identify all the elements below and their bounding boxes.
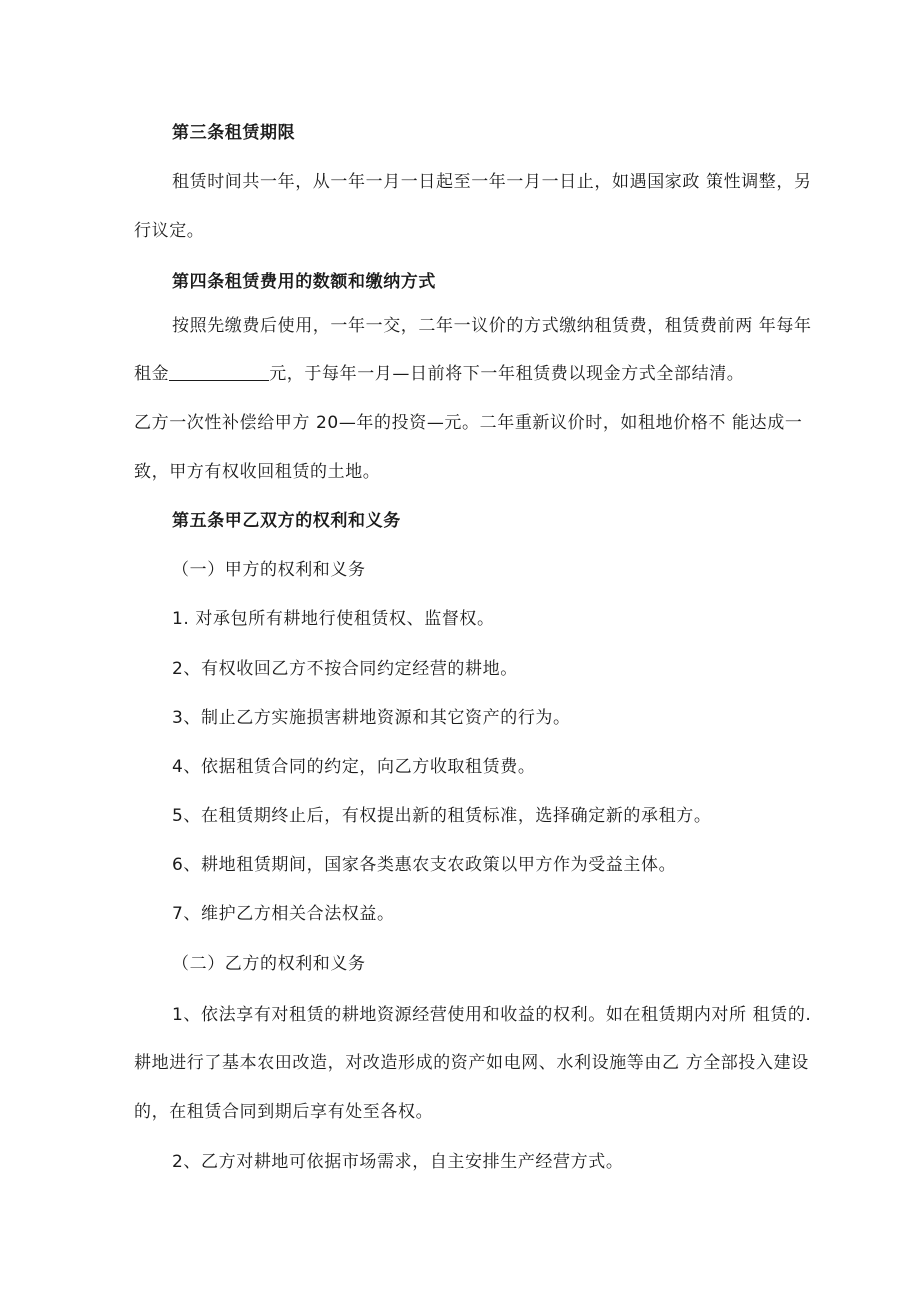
rent-amount-blank[interactable] <box>169 364 269 381</box>
party-a-item-6: 6、耕地租赁期间，国家各类惠农支农政策以甲方作为受益主体。 <box>172 855 677 875</box>
party-b-item-1-line-3: 的，在租赁合同到期后享有处至各权。 <box>134 1102 434 1122</box>
party-a-item-2: 2、有权收回乙方不按合同约定经营的耕地。 <box>172 659 518 679</box>
party-b-item-1-line-1: 1、依法享有对租赁的耕地资源经营使用和收益的权利。如在租赁期内对所 租赁的. <box>172 1005 812 1025</box>
party-a-item-1: 1. 对承包所有耕地行使租赁权、监督权。 <box>172 609 495 629</box>
party-a-item-5: 5、在租赁期终止后，有权提出新的租赁标准，选择确定新的承租方。 <box>172 806 712 826</box>
rent-terms: 元，于每年一月—日前将下一年租赁费以现金方式全部结清。 <box>269 364 745 384</box>
party-a-item-3: 3、制止乙方实施损害耕地资源和其它资产的行为。 <box>172 708 571 728</box>
article-3-heading: 第三条租赁期限 <box>172 123 296 143</box>
article-4-text-line-1: 按照先缴费后使用，一年一交，二年一议价的方式缴纳租赁费，租赁费前两 年每年 <box>172 316 812 336</box>
party-b-item-1-line-2: 耕地进行了基本农田改造，对改造形成的资产如电网、水利设施等由乙 方全部投入建设 <box>134 1053 809 1073</box>
article-4-text-line-3: 乙方一次性补偿给甲方 20—年的投资—元。二年重新议价时，如租地价格不 能达成一 <box>134 413 803 433</box>
party-b-item-2: 2、乙方对耕地可依据市场需求，自主安排生产经营方式。 <box>172 1152 624 1172</box>
party-a-item-4: 4、依据租赁合同的约定，向乙方收取租赁费。 <box>172 757 536 777</box>
party-b-section-title: （二）乙方的权利和义务 <box>172 954 366 974</box>
article-4-text-line-2 <box>134 362 744 386</box>
article-4-heading: 第四条租赁费用的数额和缴纳方式 <box>172 272 436 292</box>
article-4-text-line-4: 致，甲方有权收回租赁的土地。 <box>134 462 381 482</box>
article-5-heading: 第五条甲乙双方的权利和义务 <box>172 511 401 531</box>
party-a-item-7: 7、维护乙方相关合法权益。 <box>172 904 395 924</box>
article-3-text-line-2: 行议定。 <box>134 221 205 241</box>
rent-label: 租金 <box>134 364 170 384</box>
party-a-section-title: （一）甲方的权利和义务 <box>172 560 366 580</box>
article-3-text-line-1: 租赁时间共一年，从一年一月一日起至一年一月一日止，如遇国家政 策性调整，另 <box>172 172 812 192</box>
